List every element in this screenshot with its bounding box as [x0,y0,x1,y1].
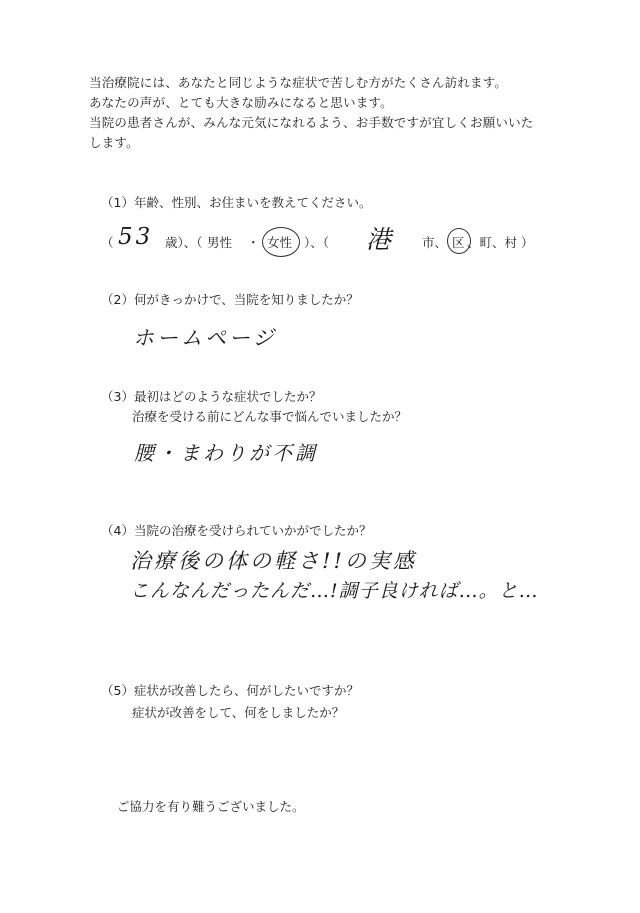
question-4-label: （4）当院の治療を受けられていかがでしたか？ [101,523,372,538]
q1-city: 市、 [422,235,448,250]
question-3-label-2: 治療を受ける前にどんな事で悩んでいましたか？ [132,409,408,424]
q2-answer: ホームページ [133,326,277,350]
q1-city-answer: 港 [366,225,395,254]
q1-age-unit: 歳）、（ [165,235,203,250]
intro-line-2: あなたの声が、とても大きな励みになると思います。 [89,95,393,110]
closing-text: ご協力を有り難うございました。 [117,799,305,814]
question-3-label: （3）最初はどのような症状でしたか？ [101,389,322,404]
question-5-label: （5）症状が改善したら、何がしたいですか？ [101,683,359,698]
q4-answer-line-2: こんなんだったんだ…!調子良ければ…。と… [130,580,539,602]
q1-dot: ・ [247,235,260,250]
q1-female: 女性 [267,235,293,250]
intro-line-4: します。 [89,135,139,150]
q4-answer-line-1: 治療後の体の軽さ!!の実感 [130,549,417,573]
q1-age-answer: 53 [118,224,154,250]
q1-male: 男性 [207,235,233,250]
q1-ward: 区 [452,235,465,250]
female-selected-circle [262,227,300,257]
q1-close-open: ）、（ [304,235,330,250]
intro-line-1: 当治療院には、あなたと同じような症状で苦しむ方がたくさん訪れます。 [89,75,508,90]
q1-town-village: 、町、村 ） [467,235,534,250]
question-5-label-2: 症状が改善をして、何をしましたか？ [132,705,345,720]
question-2-label: （2）何がきっかけで、当院を知りましたか？ [101,292,359,307]
q3-answer: 腰・まわりが不調 [134,441,318,465]
intro-line-3: 当院の患者さんが、みんな元気になれるよう、お手数ですが宜しくお願いいた [89,115,534,130]
question-1-label: （1）年齢、性別、お住まいを教えてください。 [101,195,372,210]
q1-open-paren: （ [101,235,114,250]
